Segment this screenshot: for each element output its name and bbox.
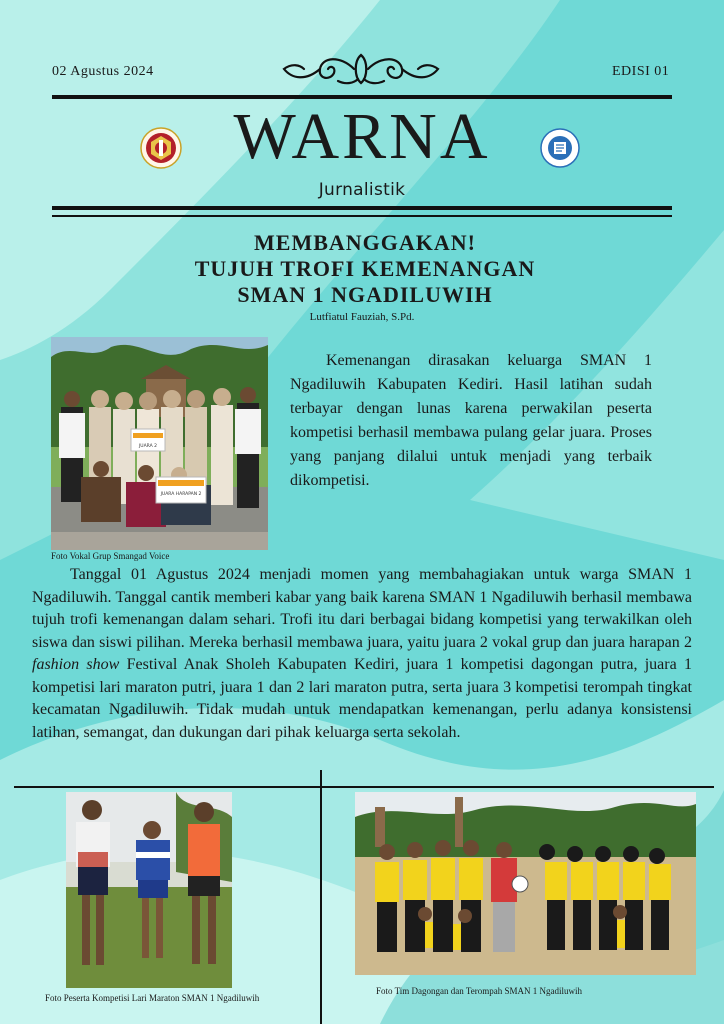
header-bottom-rule-thick (52, 206, 672, 210)
dagongan-team-photo (355, 792, 696, 975)
article-author: Lutfiatul Fauziah, S.Pd. (309, 311, 415, 323)
certificate-text: JUARA HARAPAN 2 (160, 492, 202, 497)
issue-date: 02 Agustus 2024 (52, 64, 154, 79)
article-headline (150, 230, 580, 308)
masthead-subtitle: Jurnalistik (318, 180, 406, 200)
main-paragraph-text: Tanggal 01 Agustus 2024 menjadi momen yang membahagiakan untuk warga SMAN 1 Ngadiluwih. Tanggal cantik memberi kabar yang baik karena SMAN 1 Ngadiluwih berhasil membawa tujuh trofi kemenangan dalam sehari. Trofi itu dari berbagai bidang kompetisi yang terwakilkan oleh siswa dan siswi pilihan. Mereka berhasil membawa juara, yaitu juara 2 vokal grup dan juara harapan 2 (32, 566, 692, 651)
vocal-group-photo (51, 337, 268, 550)
certificate-text: JUARA 2 (138, 444, 158, 449)
marathon-photo-caption: Foto Peserta Kompetisi Lari Maraton SMAN 1 Ngadiluwih (45, 993, 260, 1003)
ornament-icon (278, 51, 444, 87)
headline-line: TUJUH TROFI KEMENANGAN (194, 256, 536, 281)
section-divider-vertical (320, 770, 322, 1024)
header-bottom-rule-thin (52, 215, 672, 217)
dagongan-photo-caption: Foto Tim Dagongan dan Terompah SMAN 1 Ngadiluwih (376, 986, 582, 996)
headline-line: SMAN 1 NGADILUWIH (237, 282, 493, 307)
main-paragraph-text: Festival Anak Sholeh Kabupaten Kediri, juara 1 kompetisi dagongan putra, juara 1 kompetisi lari maraton putri, juara 1 dan 2 lari maraton putra, serta juara 3 kompetisi terompah tingkat kecamatan Ngadiluwih. Tidak mudah untuk mendapatkan kemenangan, perlu adanya konsistensi latihan, semangat, dan dukungan dari pihak keluarga serta sekolah. (32, 656, 693, 741)
header-top-rule (52, 95, 672, 99)
section-divider-horizontal (14, 786, 714, 788)
intro-paragraph: Kemenangan dirasakan keluarga SMAN 1 Ngadiluwih Kabupaten Kediri. Hasil latihan sudah terbayar dengan lunas karena perwakilan peserta kompetisi berhasil membawa pulang gelar juara. Proses yang panjang dilalui untuk menjadi yang terbaik dikompetisi. (290, 352, 652, 489)
masthead-title: WARNA (233, 100, 491, 173)
fashion-show-term: fashion show (32, 656, 120, 673)
main-paragraph (32, 564, 692, 744)
vocal-photo-caption: Foto Vokal Grup Smangad Voice (51, 551, 170, 561)
marathon-photo (66, 792, 232, 988)
headline-line: MEMBANGGAKAN! (254, 230, 476, 255)
edition-label: EDISI 01 (612, 64, 670, 79)
